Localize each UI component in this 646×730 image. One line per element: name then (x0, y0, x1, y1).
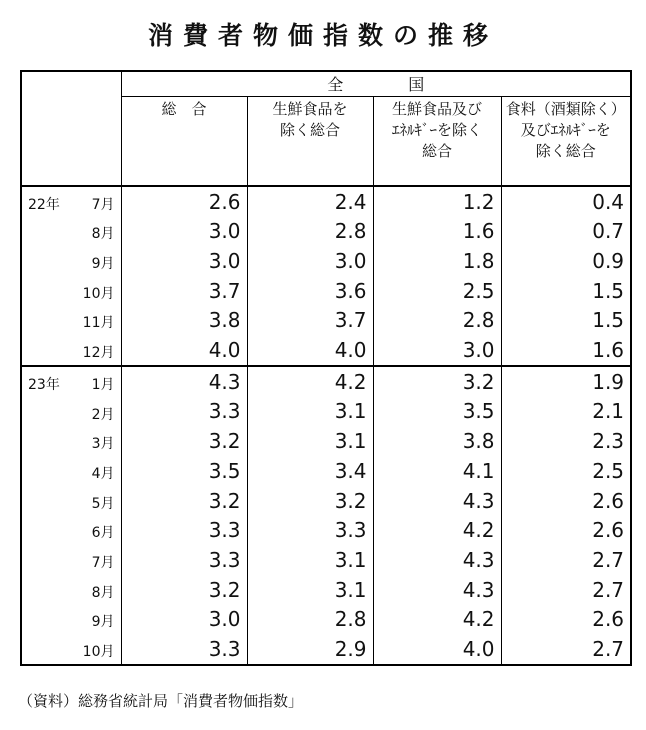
table-row (21, 456, 631, 486)
month-label: 6月 (91, 525, 115, 542)
value-cell: 2.6 (121, 186, 247, 217)
row-label (21, 397, 121, 427)
value-cell: 4.1 (373, 456, 501, 486)
month-label: 9月 (91, 256, 115, 273)
value-cell: 4.0 (373, 634, 501, 665)
table-row (21, 216, 631, 246)
value-cell: 3.5 (121, 456, 247, 486)
value-cell: 3.0 (121, 216, 247, 246)
cpi-table (20, 70, 632, 666)
value-cell: 1.6 (373, 216, 501, 246)
row-label (21, 456, 121, 486)
month-label: 2月 (91, 406, 115, 423)
value-cell: 2.9 (247, 634, 373, 665)
month-label: 7月 (91, 555, 115, 572)
row-label (21, 634, 121, 665)
value-cell: 4.3 (373, 575, 501, 605)
value-cell: 2.7 (501, 634, 631, 665)
table-row (21, 186, 631, 217)
month-label: 8月 (91, 584, 115, 601)
row-label (21, 246, 121, 276)
value-cell: 4.2 (373, 604, 501, 634)
value-cell: 3.8 (373, 426, 501, 456)
value-cell: 4.3 (121, 366, 247, 397)
value-cell: 3.0 (121, 246, 247, 276)
table-row (21, 397, 631, 427)
value-cell: 1.5 (501, 305, 631, 335)
value-cell: 3.8 (121, 305, 247, 335)
row-label (21, 186, 121, 217)
row-label (21, 426, 121, 456)
value-cell: 3.2 (121, 426, 247, 456)
value-cell: 4.2 (373, 515, 501, 545)
month-label: 8月 (91, 226, 115, 243)
value-cell: 3.0 (247, 246, 373, 276)
month-label: 1月 (91, 376, 115, 393)
value-cell: 0.4 (501, 186, 631, 217)
value-cell: 2.6 (501, 604, 631, 634)
column-header: 生鮮食品及び ｴﾈﾙｷﾞｰを除く 総合 (373, 96, 501, 186)
source-note: （資料）総務省統計局「消費者物価指数」 (18, 692, 304, 710)
row-label (21, 335, 121, 366)
value-cell: 2.5 (373, 276, 501, 306)
value-cell: 2.6 (501, 515, 631, 545)
table-row (21, 634, 631, 665)
value-cell: 4.3 (373, 545, 501, 575)
table-row (21, 486, 631, 516)
value-cell: 3.3 (121, 545, 247, 575)
column-header: 総 合 (121, 96, 247, 186)
value-cell: 3.3 (121, 397, 247, 427)
value-cell: 3.2 (373, 366, 501, 397)
value-cell: 3.7 (121, 276, 247, 306)
value-cell: 2.8 (373, 305, 501, 335)
month-label: 10月 (82, 285, 115, 302)
value-cell: 3.1 (247, 397, 373, 427)
value-cell: 1.6 (501, 335, 631, 366)
column-header: 食料（酒類除く） 及びｴﾈﾙｷﾞｰを 除く総合 (501, 96, 631, 186)
value-cell: 2.6 (501, 486, 631, 516)
table-row (21, 426, 631, 456)
value-cell: 3.2 (121, 575, 247, 605)
value-cell: 2.1 (501, 397, 631, 427)
row-label (21, 305, 121, 335)
month-label: 5月 (91, 495, 115, 512)
value-cell: 3.0 (373, 335, 501, 366)
month-label: 4月 (91, 465, 115, 482)
value-cell: 3.4 (247, 456, 373, 486)
month-label: 9月 (91, 614, 115, 631)
value-cell: 0.7 (501, 216, 631, 246)
value-cell: 3.1 (247, 545, 373, 575)
value-cell: 4.3 (373, 486, 501, 516)
month-label: 11月 (82, 315, 115, 332)
value-cell: 4.0 (121, 335, 247, 366)
value-cell: 0.9 (501, 246, 631, 276)
value-cell: 3.7 (247, 305, 373, 335)
row-label (21, 486, 121, 516)
month-label: 10月 (82, 644, 115, 661)
row-label (21, 575, 121, 605)
value-cell: 4.0 (247, 335, 373, 366)
value-cell: 2.7 (501, 575, 631, 605)
value-cell: 1.9 (501, 366, 631, 397)
group-header: 全 国 (121, 71, 631, 96)
value-cell: 3.3 (121, 634, 247, 665)
table-row (21, 366, 631, 397)
value-cell: 3.5 (373, 397, 501, 427)
column-header: 生鮮食品を 除く総合 (247, 96, 373, 186)
value-cell: 1.8 (373, 246, 501, 276)
value-cell: 2.8 (247, 604, 373, 634)
page-title: 消費者物価指数の推移 (147, 21, 498, 50)
value-cell: 1.5 (501, 276, 631, 306)
value-cell: 3.2 (247, 486, 373, 516)
table-row (21, 604, 631, 634)
table-row (21, 305, 631, 335)
row-label (21, 276, 121, 306)
row-label (21, 545, 121, 575)
value-cell: 2.4 (247, 186, 373, 217)
corner-cell (21, 71, 121, 186)
year-label: 23年 (28, 376, 60, 393)
table-row (21, 515, 631, 545)
value-cell: 4.2 (247, 366, 373, 397)
row-label (21, 366, 121, 397)
table-row (21, 246, 631, 276)
table-row (21, 276, 631, 306)
month-label: 7月 (91, 196, 115, 213)
value-cell: 2.8 (247, 216, 373, 246)
row-label (21, 515, 121, 545)
table-row (21, 545, 631, 575)
value-cell: 3.2 (121, 486, 247, 516)
row-label (21, 216, 121, 246)
value-cell: 2.5 (501, 456, 631, 486)
month-label: 3月 (91, 436, 115, 453)
value-cell: 1.2 (373, 186, 501, 217)
row-label (21, 604, 121, 634)
value-cell: 3.3 (247, 515, 373, 545)
value-cell: 3.1 (247, 426, 373, 456)
value-cell: 3.0 (121, 604, 247, 634)
value-cell: 3.3 (121, 515, 247, 545)
value-cell: 2.3 (501, 426, 631, 456)
table-row (21, 335, 631, 366)
year-label: 22年 (28, 196, 60, 213)
month-label: 12月 (82, 345, 115, 362)
value-cell: 2.7 (501, 545, 631, 575)
table-row (21, 575, 631, 605)
value-cell: 3.6 (247, 276, 373, 306)
value-cell: 3.1 (247, 575, 373, 605)
